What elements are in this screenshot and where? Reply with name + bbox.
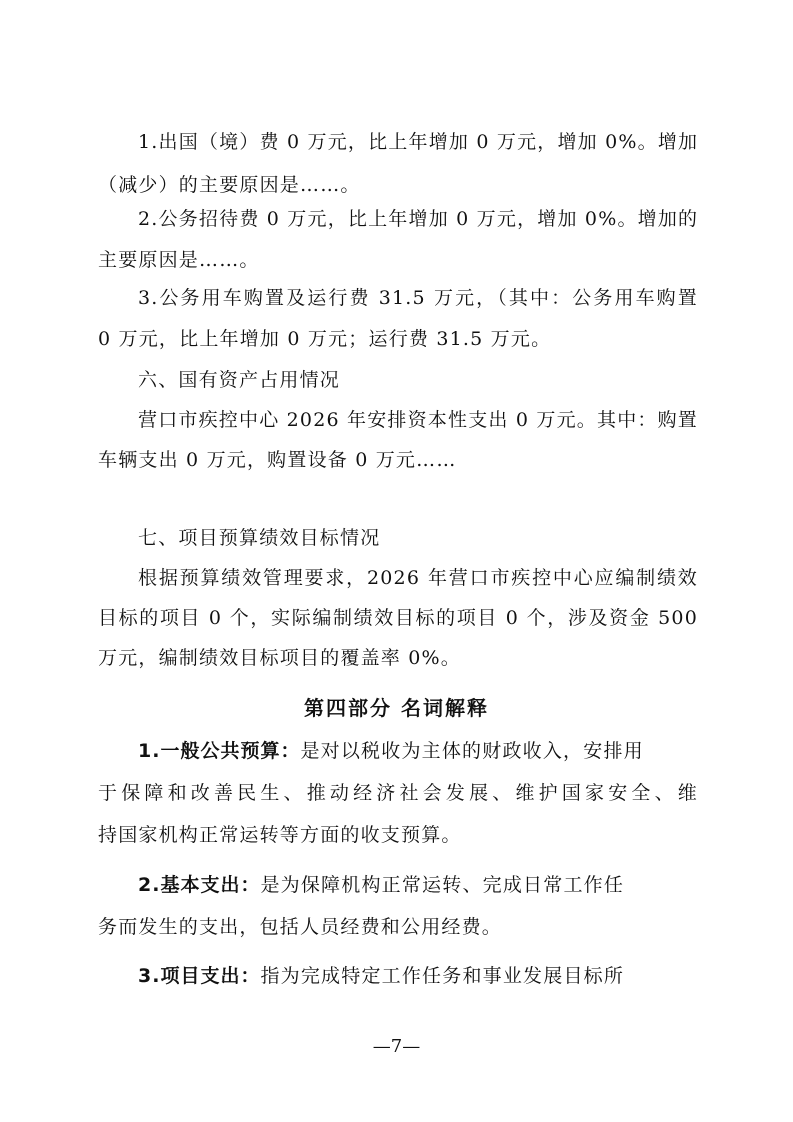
term-2-label: 2.基本支出： — [138, 874, 261, 896]
term-2-line-2: 务而发生的支出，包括人员经费和公用经费。 — [98, 916, 503, 938]
term-2-line-1 — [138, 873, 698, 897]
section-7-title: 七、项目预算绩效目标情况 — [138, 527, 381, 549]
part-4-heading: 第四部分 名词解释 — [304, 696, 489, 720]
term-1-line-3: 持国家机构正常运转等方面的收支预算。 — [98, 824, 462, 846]
term-1-definition-start: 是对以税收为主体的财政收入，安排用 — [300, 740, 644, 762]
p2-line-1: 2.公务招待费 0 万元，比上年增加 0 万元，增加 0%。增加的 — [138, 208, 699, 230]
section-6-title: 六、国有资产占用情况 — [138, 369, 341, 391]
term-1-line-1 — [138, 739, 698, 763]
p2-line-2: 主要原因是……。 — [98, 249, 260, 271]
term-1-label: 1.一般公共预算： — [138, 740, 301, 762]
p1-line-2: （减少）的主要原因是……。 — [98, 174, 361, 196]
term-2-definition-start: 是为保障机构正常运转、完成日常工作任 — [260, 874, 625, 896]
s7-line-1: 根据预算绩效管理要求，2026 年营口市疾控中心应编制绩效 — [138, 567, 698, 589]
term-3-definition-start: 指为完成特定工作任务和事业发展目标所 — [260, 965, 625, 987]
p3-line-1: 3.公务用车购置及运行费 31.5 万元，（其中：公务用车购置 — [138, 287, 698, 309]
term-3-line-1 — [138, 964, 698, 988]
page-number: —7— — [372, 1036, 421, 1057]
s7-line-3: 万元，编制绩效目标项目的覆盖率 0%。 — [98, 647, 461, 669]
p3-line-2: 0 万元，比上年增加 0 万元；运行费 31.5 万元。 — [98, 328, 552, 350]
s6-line-2: 车辆支出 0 万元，购置设备 0 万元…… — [98, 449, 457, 471]
p1-line-1: 1.出国（境）费 0 万元，比上年增加 0 万元，增加 0%。增加 — [138, 131, 699, 153]
s6-line-1: 营口市疾控中心 2026 年安排资本性支出 0 万元。其中：购置 — [138, 409, 699, 431]
s7-line-2: 目标的项目 0 个，实际编制绩效目标的项目 0 个，涉及资金 500 — [98, 607, 698, 629]
term-1-line-2: 于保障和改善民生、推动经济社会发展、维护国家安全、维 — [98, 782, 698, 804]
term-3-label: 3.项目支出： — [138, 965, 261, 987]
